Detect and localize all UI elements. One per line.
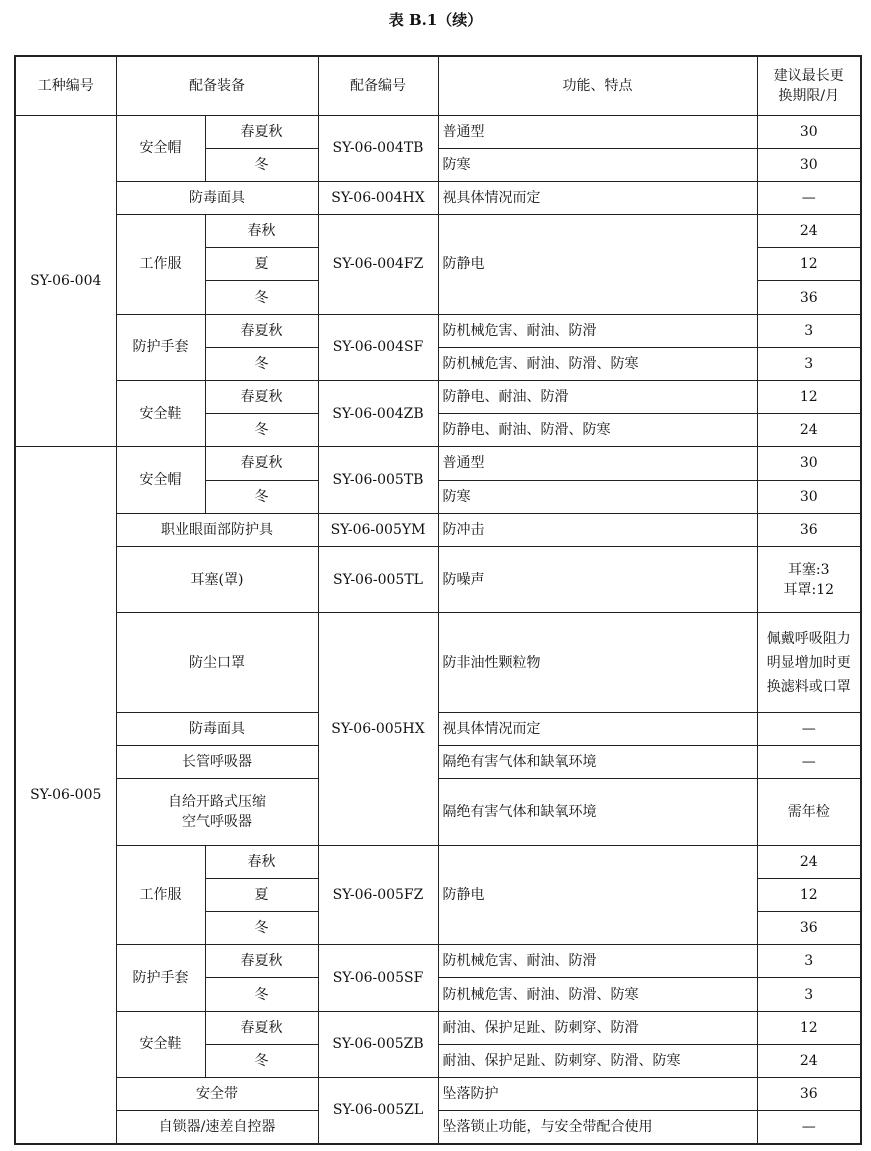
period-cell (757, 546, 861, 612)
function-cell: 普通型 (438, 447, 757, 480)
table-row (15, 779, 861, 845)
type-code-cell: SY-06-005 (15, 447, 116, 1144)
equip-code-cell: SY-06-004TB (318, 115, 438, 181)
function-cell: 普通型 (438, 115, 757, 148)
header-period-line2: 换期限/月 (778, 87, 840, 104)
period-cell: 36 (757, 1078, 861, 1111)
table-row (15, 115, 861, 148)
function-cell: 耐油、保护足趾、防刺穿、防滑、防寒 (438, 1044, 757, 1077)
period-line: 换滤料或口罩 (766, 678, 851, 695)
header-period (757, 56, 861, 115)
table-caption: 表 B.1（续） (388, 11, 483, 29)
header-equip-code: 配备编号 (318, 56, 438, 115)
equipment-cell: 安全帽 (116, 447, 205, 513)
table-row (15, 447, 861, 480)
period-cell: 24 (757, 845, 861, 878)
season-cell: 冬 (205, 912, 318, 945)
header-equipment: 配备装备 (116, 56, 318, 115)
equipment-line: 自给开路式压缩 (168, 793, 266, 810)
season-cell: 夏 (205, 248, 318, 281)
table-row (15, 1011, 861, 1044)
table-row (15, 1078, 861, 1111)
season-cell: 冬 (205, 480, 318, 513)
equipment-cell: 工作服 (116, 845, 205, 945)
season-cell: 春夏秋 (205, 381, 318, 414)
equipment-cell (116, 779, 318, 845)
period-cell: — (757, 1111, 861, 1144)
period-line: 佩戴呼吸阻力 (766, 630, 851, 647)
season-cell: 冬 (205, 978, 318, 1011)
function-cell: 防静电 (438, 845, 757, 945)
table-row (15, 381, 861, 414)
season-cell: 春秋 (205, 845, 318, 878)
function-cell: 防寒 (438, 148, 757, 181)
equip-code-cell: SY-06-004SF (318, 314, 438, 380)
period-cell: 12 (757, 248, 861, 281)
function-cell: 隔绝有害气体和缺氧环境 (438, 746, 757, 779)
equipment-cell: 防尘口罩 (116, 613, 318, 713)
header-type-code: 工种编号 (15, 56, 116, 115)
period-cell: 24 (757, 215, 861, 248)
season-cell: 冬 (205, 414, 318, 447)
period-cell: 24 (757, 414, 861, 447)
equipment-cell: 职业眼面部防护具 (116, 513, 318, 546)
function-cell: 防噪声 (438, 546, 757, 612)
function-cell: 防静电、耐油、防滑 (438, 381, 757, 414)
period-cell: 3 (757, 978, 861, 1011)
equipment-table (14, 55, 862, 1145)
equip-code-cell: SY-06-005FZ (318, 845, 438, 945)
function-cell: 坠落锁止功能，与安全带配合使用 (438, 1111, 757, 1144)
function-cell: 视具体情况而定 (438, 712, 757, 745)
season-cell: 春夏秋 (205, 447, 318, 480)
function-cell: 防机械危害、耐油、防滑 (438, 314, 757, 347)
equip-code-cell: SY-06-005ZL (318, 1078, 438, 1144)
table-row (15, 546, 861, 612)
table-row (15, 746, 861, 779)
equipment-cell: 耳塞(罩) (116, 546, 318, 612)
header-period-line1: 建议最长更 (773, 67, 844, 84)
equip-code-cell: SY-06-005TB (318, 447, 438, 513)
function-cell: 防冲击 (438, 513, 757, 546)
season-cell: 春夏秋 (205, 314, 318, 347)
function-cell: 防寒 (438, 480, 757, 513)
season-cell: 冬 (205, 148, 318, 181)
equip-code-cell: SY-06-005ZB (318, 1011, 438, 1077)
equip-code-cell: SY-06-005HX (318, 613, 438, 845)
period-line: 耳塞:3 (787, 561, 830, 578)
period-cell (757, 613, 861, 713)
table-row (15, 1111, 861, 1144)
season-cell: 春夏秋 (205, 945, 318, 978)
period-cell: 3 (757, 945, 861, 978)
season-cell: 冬 (205, 1044, 318, 1077)
equip-code-cell: SY-06-004HX (318, 181, 438, 214)
equipment-cell: 防毒面具 (116, 181, 318, 214)
equipment-cell: 自锁器/速差自控器 (116, 1111, 318, 1144)
equipment-cell: 安全帽 (116, 115, 205, 181)
period-cell: 24 (757, 1044, 861, 1077)
period-cell: 12 (757, 381, 861, 414)
function-cell: 耐油、保护足趾、防刺穿、防滑 (438, 1011, 757, 1044)
period-cell: 3 (757, 347, 861, 380)
table-row (15, 513, 861, 546)
equipment-line: 空气呼吸器 (182, 813, 252, 830)
season-cell: 冬 (205, 347, 318, 380)
equip-code-cell: SY-06-005SF (318, 945, 438, 1011)
table-row (15, 181, 861, 214)
header-function: 功能、特点 (438, 56, 757, 115)
type-code-cell: SY-06-004 (15, 115, 116, 447)
period-cell: 36 (757, 912, 861, 945)
table-row (15, 945, 861, 978)
function-cell: 隔绝有害气体和缺氧环境 (438, 779, 757, 845)
season-cell: 春夏秋 (205, 1011, 318, 1044)
table-row (15, 712, 861, 745)
function-cell: 视具体情况而定 (438, 181, 757, 214)
equipment-cell: 防护手套 (116, 314, 205, 380)
period-cell: 30 (757, 115, 861, 148)
equipment-cell: 防护手套 (116, 945, 205, 1011)
equipment-cell: 安全鞋 (116, 381, 205, 447)
function-cell: 防静电、耐油、防滑、防寒 (438, 414, 757, 447)
period-cell: — (757, 712, 861, 745)
period-cell: — (757, 746, 861, 779)
period-cell: 3 (757, 314, 861, 347)
period-cell: 12 (757, 878, 861, 911)
period-line: 明显增加时更 (766, 654, 851, 671)
equipment-cell: 防毒面具 (116, 712, 318, 745)
equipment-cell: 工作服 (116, 215, 205, 315)
period-cell: 需年检 (757, 779, 861, 845)
season-cell: 冬 (205, 281, 318, 314)
period-cell: 30 (757, 148, 861, 181)
period-cell: 30 (757, 480, 861, 513)
period-cell: 12 (757, 1011, 861, 1044)
table-row (15, 613, 861, 713)
equipment-cell: 长管呼吸器 (116, 746, 318, 779)
function-cell: 坠落防护 (438, 1078, 757, 1111)
period-cell: — (757, 181, 861, 214)
equip-code-cell: SY-06-004ZB (318, 381, 438, 447)
period-cell: 30 (757, 447, 861, 480)
function-cell: 防机械危害、耐油、防滑、防寒 (438, 347, 757, 380)
period-cell: 36 (757, 513, 861, 546)
table-row (15, 314, 861, 347)
period-cell: 36 (757, 281, 861, 314)
table-row (15, 845, 861, 878)
season-cell: 春夏秋 (205, 115, 318, 148)
equipment-cell: 安全带 (116, 1078, 318, 1111)
function-cell: 防机械危害、耐油、防滑、防寒 (438, 978, 757, 1011)
function-cell: 防非油性颗粒物 (438, 613, 757, 713)
function-cell: 防机械危害、耐油、防滑 (438, 945, 757, 978)
equip-code-cell: SY-06-005YM (318, 513, 438, 546)
equipment-cell: 安全鞋 (116, 1011, 205, 1077)
function-cell: 防静电 (438, 215, 757, 315)
table-row (15, 215, 861, 248)
period-line: 耳罩:12 (783, 581, 835, 598)
equip-code-cell: SY-06-004FZ (318, 215, 438, 315)
header-row (15, 56, 861, 115)
season-cell: 春秋 (205, 215, 318, 248)
equip-code-cell: SY-06-005TL (318, 546, 438, 612)
season-cell: 夏 (205, 878, 318, 911)
